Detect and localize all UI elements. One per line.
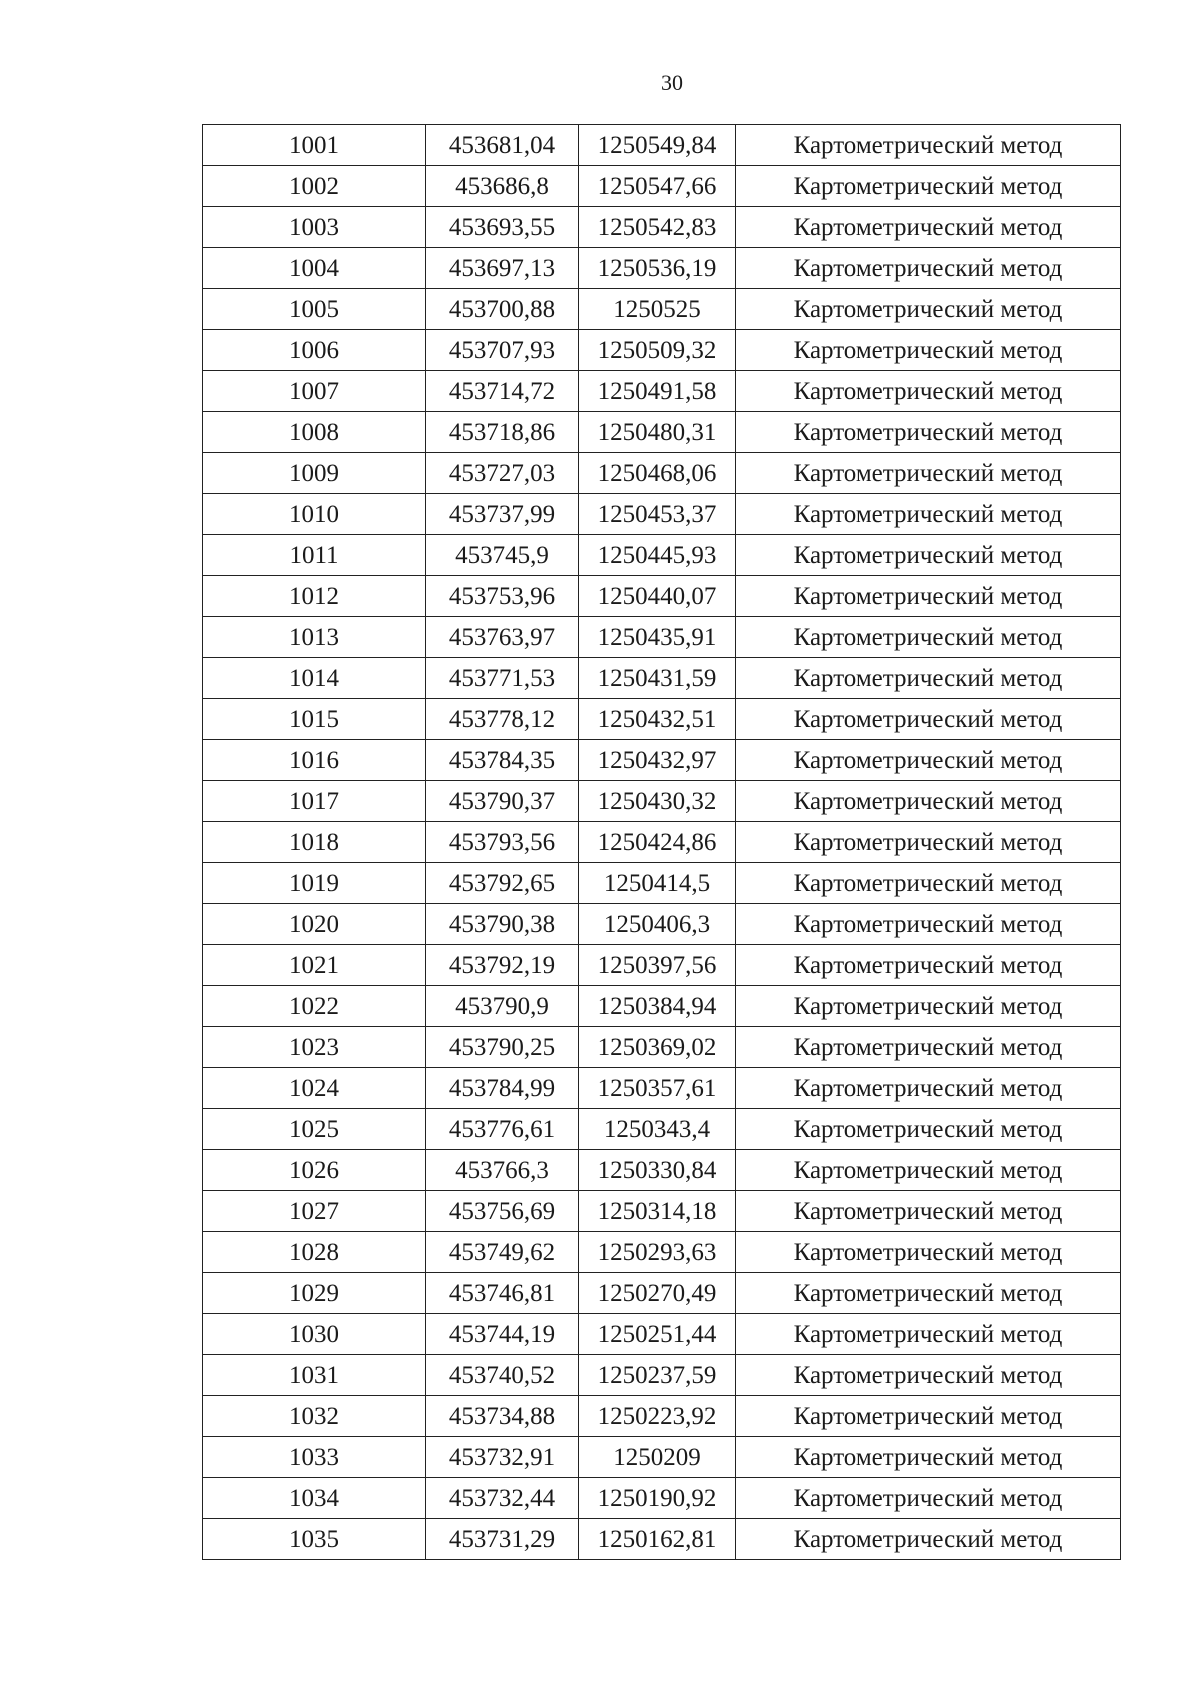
point-number-cell: 1001 xyxy=(203,125,426,166)
y-coordinate-cell: 1250547,66 xyxy=(579,166,736,207)
y-coordinate-cell: 1250445,93 xyxy=(579,535,736,576)
method-cell: Картометрический метод xyxy=(736,781,1121,822)
x-coordinate-cell: 453734,88 xyxy=(426,1396,579,1437)
point-number-cell: 1020 xyxy=(203,904,426,945)
table-row xyxy=(203,125,1121,166)
x-coordinate-cell: 453766,3 xyxy=(426,1150,579,1191)
table-row xyxy=(203,166,1121,207)
point-number-cell: 1018 xyxy=(203,822,426,863)
method-cell: Картометрический метод xyxy=(736,371,1121,412)
table-row xyxy=(203,1150,1121,1191)
method-cell: Картометрический метод xyxy=(736,207,1121,248)
x-coordinate-cell: 453740,52 xyxy=(426,1355,579,1396)
y-coordinate-cell: 1250357,61 xyxy=(579,1068,736,1109)
method-cell: Картометрический метод xyxy=(736,863,1121,904)
x-coordinate-cell: 453732,44 xyxy=(426,1478,579,1519)
x-coordinate-cell: 453714,72 xyxy=(426,371,579,412)
y-coordinate-cell: 1250468,06 xyxy=(579,453,736,494)
point-number-cell: 1029 xyxy=(203,1273,426,1314)
x-coordinate-cell: 453792,65 xyxy=(426,863,579,904)
y-coordinate-cell: 1250432,51 xyxy=(579,699,736,740)
point-number-cell: 1007 xyxy=(203,371,426,412)
method-cell: Картометрический метод xyxy=(736,1027,1121,1068)
point-number-cell: 1034 xyxy=(203,1478,426,1519)
y-coordinate-cell: 1250384,94 xyxy=(579,986,736,1027)
method-cell: Картометрический метод xyxy=(736,412,1121,453)
method-cell: Картометрический метод xyxy=(736,1068,1121,1109)
x-coordinate-cell: 453756,69 xyxy=(426,1191,579,1232)
x-coordinate-cell: 453790,9 xyxy=(426,986,579,1027)
y-coordinate-cell: 1250424,86 xyxy=(579,822,736,863)
table-row xyxy=(203,1109,1121,1150)
y-coordinate-cell: 1250435,91 xyxy=(579,617,736,658)
x-coordinate-cell: 453793,56 xyxy=(426,822,579,863)
y-coordinate-cell: 1250397,56 xyxy=(579,945,736,986)
point-number-cell: 1004 xyxy=(203,248,426,289)
point-number-cell: 1027 xyxy=(203,1191,426,1232)
x-coordinate-cell: 453727,03 xyxy=(426,453,579,494)
method-cell: Картометрический метод xyxy=(736,494,1121,535)
point-number-cell: 1024 xyxy=(203,1068,426,1109)
x-coordinate-cell: 453746,81 xyxy=(426,1273,579,1314)
x-coordinate-cell: 453737,99 xyxy=(426,494,579,535)
table-row xyxy=(203,453,1121,494)
method-cell: Картометрический метод xyxy=(736,330,1121,371)
method-cell: Картометрический метод xyxy=(736,576,1121,617)
method-cell: Картометрический метод xyxy=(736,1519,1121,1560)
method-cell: Картометрический метод xyxy=(736,1437,1121,1478)
table-row xyxy=(203,904,1121,945)
table-row xyxy=(203,289,1121,330)
method-cell: Картометрический метод xyxy=(736,1314,1121,1355)
table-row xyxy=(203,412,1121,453)
x-coordinate-cell: 453771,53 xyxy=(426,658,579,699)
x-coordinate-cell: 453749,62 xyxy=(426,1232,579,1273)
x-coordinate-cell: 453693,55 xyxy=(426,207,579,248)
table-row xyxy=(203,207,1121,248)
x-coordinate-cell: 453697,13 xyxy=(426,248,579,289)
page-number: 30 xyxy=(661,70,683,95)
point-number-cell: 1025 xyxy=(203,1109,426,1150)
point-number-cell: 1022 xyxy=(203,986,426,1027)
method-cell: Картометрический метод xyxy=(736,1355,1121,1396)
y-coordinate-cell: 1250293,63 xyxy=(579,1232,736,1273)
point-number-cell: 1031 xyxy=(203,1355,426,1396)
method-cell: Картометрический метод xyxy=(736,289,1121,330)
table-row xyxy=(203,781,1121,822)
y-coordinate-cell: 1250223,92 xyxy=(579,1396,736,1437)
table-row xyxy=(203,248,1121,289)
y-coordinate-cell: 1250509,32 xyxy=(579,330,736,371)
x-coordinate-cell: 453681,04 xyxy=(426,125,579,166)
table-row xyxy=(203,1314,1121,1355)
method-cell: Картометрический метод xyxy=(736,1273,1121,1314)
method-cell: Картометрический метод xyxy=(736,1232,1121,1273)
point-number-cell: 1016 xyxy=(203,740,426,781)
method-cell: Картометрический метод xyxy=(736,658,1121,699)
x-coordinate-cell: 453745,9 xyxy=(426,535,579,576)
point-number-cell: 1006 xyxy=(203,330,426,371)
table-row xyxy=(203,1437,1121,1478)
method-cell: Картометрический метод xyxy=(736,986,1121,1027)
point-number-cell: 1012 xyxy=(203,576,426,617)
x-coordinate-cell: 453784,99 xyxy=(426,1068,579,1109)
x-coordinate-cell: 453784,35 xyxy=(426,740,579,781)
table-row xyxy=(203,371,1121,412)
method-cell: Картометрический метод xyxy=(736,1478,1121,1519)
y-coordinate-cell: 1250251,44 xyxy=(579,1314,736,1355)
y-coordinate-cell: 1250330,84 xyxy=(579,1150,736,1191)
y-coordinate-cell: 1250491,58 xyxy=(579,371,736,412)
table-row xyxy=(203,740,1121,781)
x-coordinate-cell: 453732,91 xyxy=(426,1437,579,1478)
x-coordinate-cell: 453700,88 xyxy=(426,289,579,330)
y-coordinate-cell: 1250542,83 xyxy=(579,207,736,248)
point-number-cell: 1005 xyxy=(203,289,426,330)
table-row xyxy=(203,535,1121,576)
method-cell: Картометрический метод xyxy=(736,1109,1121,1150)
method-cell: Картометрический метод xyxy=(736,1150,1121,1191)
y-coordinate-cell: 1250369,02 xyxy=(579,1027,736,1068)
method-cell: Картометрический метод xyxy=(736,617,1121,658)
point-number-cell: 1009 xyxy=(203,453,426,494)
method-cell: Картометрический метод xyxy=(736,535,1121,576)
x-coordinate-cell: 453744,19 xyxy=(426,1314,579,1355)
coordinates-table-body xyxy=(203,125,1121,1560)
y-coordinate-cell: 1250343,4 xyxy=(579,1109,736,1150)
y-coordinate-cell: 1250414,5 xyxy=(579,863,736,904)
y-coordinate-cell: 1250314,18 xyxy=(579,1191,736,1232)
y-coordinate-cell: 1250440,07 xyxy=(579,576,736,617)
method-cell: Картометрический метод xyxy=(736,904,1121,945)
table-row xyxy=(203,1478,1121,1519)
y-coordinate-cell: 1250190,92 xyxy=(579,1478,736,1519)
method-cell: Картометрический метод xyxy=(736,1191,1121,1232)
method-cell: Картометрический метод xyxy=(736,822,1121,863)
x-coordinate-cell: 453707,93 xyxy=(426,330,579,371)
table-row xyxy=(203,330,1121,371)
x-coordinate-cell: 453790,25 xyxy=(426,1027,579,1068)
point-number-cell: 1026 xyxy=(203,1150,426,1191)
point-number-cell: 1013 xyxy=(203,617,426,658)
table-row xyxy=(203,986,1121,1027)
point-number-cell: 1002 xyxy=(203,166,426,207)
point-number-cell: 1030 xyxy=(203,1314,426,1355)
point-number-cell: 1021 xyxy=(203,945,426,986)
method-cell: Картометрический метод xyxy=(736,248,1121,289)
table-row xyxy=(203,617,1121,658)
x-coordinate-cell: 453686,8 xyxy=(426,166,579,207)
method-cell: Картометрический метод xyxy=(736,1396,1121,1437)
method-cell: Картометрический метод xyxy=(736,699,1121,740)
method-cell: Картометрический метод xyxy=(736,945,1121,986)
table-row xyxy=(203,945,1121,986)
y-coordinate-cell: 1250406,3 xyxy=(579,904,736,945)
x-coordinate-cell: 453763,97 xyxy=(426,617,579,658)
method-cell: Картометрический метод xyxy=(736,453,1121,494)
point-number-cell: 1003 xyxy=(203,207,426,248)
x-coordinate-cell: 453790,38 xyxy=(426,904,579,945)
y-coordinate-cell: 1250453,37 xyxy=(579,494,736,535)
point-number-cell: 1028 xyxy=(203,1232,426,1273)
x-coordinate-cell: 453778,12 xyxy=(426,699,579,740)
point-number-cell: 1035 xyxy=(203,1519,426,1560)
y-coordinate-cell: 1250431,59 xyxy=(579,658,736,699)
y-coordinate-cell: 1250237,59 xyxy=(579,1355,736,1396)
method-cell: Картометрический метод xyxy=(736,166,1121,207)
point-number-cell: 1023 xyxy=(203,1027,426,1068)
y-coordinate-cell: 1250209 xyxy=(579,1437,736,1478)
point-number-cell: 1010 xyxy=(203,494,426,535)
coordinates-table xyxy=(202,124,1121,1560)
table-row xyxy=(203,1027,1121,1068)
y-coordinate-cell: 1250549,84 xyxy=(579,125,736,166)
point-number-cell: 1008 xyxy=(203,412,426,453)
point-number-cell: 1015 xyxy=(203,699,426,740)
table-row xyxy=(203,1191,1121,1232)
y-coordinate-cell: 1250536,19 xyxy=(579,248,736,289)
x-coordinate-cell: 453718,86 xyxy=(426,412,579,453)
point-number-cell: 1017 xyxy=(203,781,426,822)
x-coordinate-cell: 453753,96 xyxy=(426,576,579,617)
y-coordinate-cell: 1250270,49 xyxy=(579,1273,736,1314)
x-coordinate-cell: 453790,37 xyxy=(426,781,579,822)
y-coordinate-cell: 1250162,81 xyxy=(579,1519,736,1560)
y-coordinate-cell: 1250525 xyxy=(579,289,736,330)
x-coordinate-cell: 453731,29 xyxy=(426,1519,579,1560)
point-number-cell: 1011 xyxy=(203,535,426,576)
point-number-cell: 1032 xyxy=(203,1396,426,1437)
y-coordinate-cell: 1250430,32 xyxy=(579,781,736,822)
table-row xyxy=(203,822,1121,863)
point-number-cell: 1033 xyxy=(203,1437,426,1478)
table-row xyxy=(203,1519,1121,1560)
point-number-cell: 1019 xyxy=(203,863,426,904)
method-cell: Картометрический метод xyxy=(736,740,1121,781)
table-row xyxy=(203,576,1121,617)
table-row xyxy=(203,1396,1121,1437)
point-number-cell: 1014 xyxy=(203,658,426,699)
x-coordinate-cell: 453776,61 xyxy=(426,1109,579,1150)
table-row xyxy=(203,494,1121,535)
y-coordinate-cell: 1250480,31 xyxy=(579,412,736,453)
table-row xyxy=(203,699,1121,740)
table-row xyxy=(203,863,1121,904)
table-row xyxy=(203,1355,1121,1396)
x-coordinate-cell: 453792,19 xyxy=(426,945,579,986)
table-row xyxy=(203,658,1121,699)
table-row xyxy=(203,1232,1121,1273)
table-row xyxy=(203,1273,1121,1314)
table-row xyxy=(203,1068,1121,1109)
y-coordinate-cell: 1250432,97 xyxy=(579,740,736,781)
method-cell: Картометрический метод xyxy=(736,125,1121,166)
